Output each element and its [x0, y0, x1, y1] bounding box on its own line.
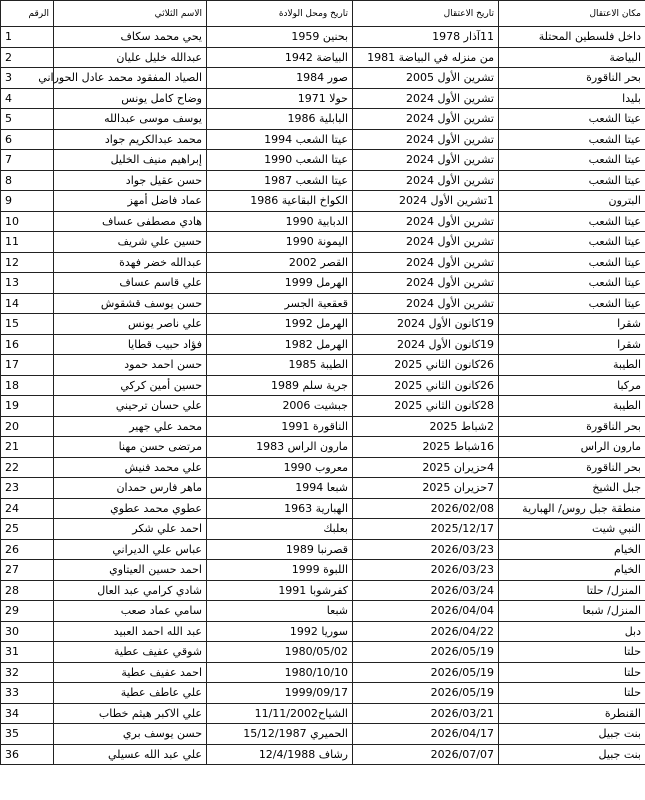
cell-birth-date-place: شبعا 1994 [207, 478, 353, 499]
cell-full-name: علي محمد فنيش [54, 457, 207, 478]
cell-arrest-place: عيتا الشعب [499, 129, 645, 150]
cell-number: 27 [1, 560, 54, 581]
cell-arrest-date: من منزله في البياضة 1981 [353, 47, 499, 68]
cell-number: 36 [1, 744, 54, 765]
cell-arrest-date: تشرين الأول 2024 [353, 252, 499, 273]
cell-birth-date-place: القصر 2002 [207, 252, 353, 273]
cell-arrest-date: تشرين الأول 2024 [353, 109, 499, 130]
cell-arrest-place: بحر الناقورة [499, 457, 645, 478]
cell-birth-date-place: جرية سلم 1989 [207, 375, 353, 396]
cell-arrest-place: الطيبة [499, 396, 645, 417]
cell-arrest-place: البترون [499, 191, 645, 212]
cell-birth-date-place: البياضة 1942 [207, 47, 353, 68]
cell-arrest-place: مركبا [499, 375, 645, 396]
table-row [1, 191, 645, 212]
table-row [1, 232, 645, 253]
cell-full-name: محمد عبدالكريم جواد [54, 129, 207, 150]
cell-number: 13 [1, 273, 54, 294]
cell-number: 1 [1, 27, 54, 48]
cell-number: 12 [1, 252, 54, 273]
cell-number: 20 [1, 416, 54, 437]
cell-arrest-date: 2026/03/23 [353, 560, 499, 581]
cell-number: 35 [1, 724, 54, 745]
cell-arrest-date: تشرين الأول 2024 [353, 232, 499, 253]
cell-arrest-place: شقرا [499, 314, 645, 335]
cell-full-name: علي عبد الله عسيلي [54, 744, 207, 765]
cell-full-name: عباس علي الديراني [54, 539, 207, 560]
cell-full-name: حسن يوسف قشقوش [54, 293, 207, 314]
table-row [1, 437, 645, 458]
cell-arrest-place: بحر الناقورة [499, 68, 645, 89]
cell-number: 5 [1, 109, 54, 130]
table-row [1, 498, 645, 519]
cell-birth-date-place: اللبوة 1999 [207, 560, 353, 581]
cell-arrest-place: المنزل/ حلتا [499, 580, 645, 601]
table-row [1, 47, 645, 68]
table-row [1, 416, 645, 437]
cell-arrest-date: 2026/05/19 [353, 642, 499, 663]
table-row [1, 396, 645, 417]
cell-full-name: يوسف موسى عبدالله [54, 109, 207, 130]
cell-number: 28 [1, 580, 54, 601]
cell-number: 10 [1, 211, 54, 232]
table-row [1, 703, 645, 724]
cell-full-name: شادي كرامي عبد العال [54, 580, 207, 601]
cell-number: 11 [1, 232, 54, 253]
cell-full-name: الصياد المفقود محمد عادل الحوراني [54, 68, 207, 89]
cell-arrest-place: عيتا الشعب [499, 293, 645, 314]
cell-birth-date-place: الشياح11/11/2002 [207, 703, 353, 724]
cell-full-name: عبدالله خضر فهدة [54, 252, 207, 273]
cell-number: 7 [1, 150, 54, 171]
table-row [1, 170, 645, 191]
cell-full-name: احمد علي شكر [54, 519, 207, 540]
cell-arrest-place: عيتا الشعب [499, 252, 645, 273]
cell-arrest-date: 26كانون الثاني 2025 [353, 375, 499, 396]
table-row [1, 621, 645, 642]
cell-full-name: عماد فاضل أمهز [54, 191, 207, 212]
cell-arrest-place: بليدا [499, 88, 645, 109]
cell-birth-date-place: 1980/05/02 [207, 642, 353, 663]
cell-birth-date-place: 1980/10/10 [207, 662, 353, 683]
cell-arrest-date: تشرين الأول 2024 [353, 170, 499, 191]
cell-arrest-place: بنت جبيل [499, 744, 645, 765]
cell-arrest-date: 2025/12/17 [353, 519, 499, 540]
cell-birth-date-place: حولا 1971 [207, 88, 353, 109]
cell-arrest-place: المنزل/ شبعا [499, 601, 645, 622]
cell-birth-date-place: الهرمل 1982 [207, 334, 353, 355]
cell-arrest-date: 2026/04/04 [353, 601, 499, 622]
table-row [1, 744, 645, 765]
cell-number: 22 [1, 457, 54, 478]
cell-full-name: مرتضى حسن مهنا [54, 437, 207, 458]
cell-full-name: حسين علي شريف [54, 232, 207, 253]
table-row [1, 293, 645, 314]
cell-arrest-date: تشرين الأول 2024 [353, 293, 499, 314]
cell-arrest-place: بنت جبيل [499, 724, 645, 745]
cell-arrest-place: داخل فلسطين المحتلة [499, 27, 645, 48]
cell-arrest-date: 2026/04/22 [353, 621, 499, 642]
cell-number: 24 [1, 498, 54, 519]
cell-number: 18 [1, 375, 54, 396]
table-row [1, 211, 645, 232]
cell-arrest-place: عيتا الشعب [499, 273, 645, 294]
table-row [1, 478, 645, 499]
header-birth-date-place: تاريخ ومحل الولادة [207, 1, 353, 27]
cell-number: 9 [1, 191, 54, 212]
cell-full-name: علي حسان ترحيني [54, 396, 207, 417]
table-body [1, 27, 645, 765]
cell-number: 34 [1, 703, 54, 724]
cell-birth-date-place: عيتا الشعب 1994 [207, 129, 353, 150]
cell-arrest-date: 19كانون الأول 2024 [353, 314, 499, 335]
table-row [1, 457, 645, 478]
cell-arrest-date: 1تشرين الأول 2024 [353, 191, 499, 212]
cell-arrest-date: 2026/02/08 [353, 498, 499, 519]
cell-arrest-place: عيتا الشعب [499, 211, 645, 232]
cell-full-name: علي عاطف عطية [54, 683, 207, 704]
cell-number: 3 [1, 68, 54, 89]
cell-arrest-place: النبي شيت [499, 519, 645, 540]
table-row [1, 642, 645, 663]
cell-number: 2 [1, 47, 54, 68]
table-row [1, 683, 645, 704]
table-row [1, 580, 645, 601]
cell-arrest-date: 2026/03/24 [353, 580, 499, 601]
cell-birth-date-place: الدبابية 1990 [207, 211, 353, 232]
table-row [1, 314, 645, 335]
table-row [1, 273, 645, 294]
cell-arrest-date: 19كانون الأول 2024 [353, 334, 499, 355]
cell-number: 19 [1, 396, 54, 417]
table-row [1, 129, 645, 150]
cell-birth-date-place: الهرمل 1992 [207, 314, 353, 335]
cell-number: 26 [1, 539, 54, 560]
cell-birth-date-place: بعلبك [207, 519, 353, 540]
cell-arrest-date: 2026/03/23 [353, 539, 499, 560]
cell-full-name: حسن عقيل جواد [54, 170, 207, 191]
table-row [1, 375, 645, 396]
cell-arrest-place: الخيام [499, 560, 645, 581]
cell-birth-date-place: سوريا 1992 [207, 621, 353, 642]
cell-arrest-place: الطيبة [499, 355, 645, 376]
cell-arrest-place: حلتا [499, 683, 645, 704]
cell-arrest-date: 2026/07/07 [353, 744, 499, 765]
cell-arrest-date: تشرين الأول 2005 [353, 68, 499, 89]
cell-full-name: علي الاكبر هيثم خطاب [54, 703, 207, 724]
cell-full-name: احمد عفيف عطية [54, 662, 207, 683]
cell-number: 4 [1, 88, 54, 109]
table-header [1, 1, 645, 27]
cell-arrest-place: عيتا الشعب [499, 109, 645, 130]
table-row [1, 539, 645, 560]
cell-full-name: محمد علي جهير [54, 416, 207, 437]
table-row [1, 150, 645, 171]
table-row [1, 662, 645, 683]
cell-arrest-date: 2026/03/21 [353, 703, 499, 724]
cell-arrest-place: مارون الراس [499, 437, 645, 458]
cell-birth-date-place: كفرشوبا 1991 [207, 580, 353, 601]
cell-arrest-place: دبل [499, 621, 645, 642]
cell-number: 32 [1, 662, 54, 683]
table-row [1, 88, 645, 109]
cell-full-name: يحي محمد سكاف [54, 27, 207, 48]
cell-arrest-place: البياضة [499, 47, 645, 68]
cell-birth-date-place: شبعا [207, 601, 353, 622]
cell-full-name: عبدالله خليل عليان [54, 47, 207, 68]
cell-full-name: سامي عماد صعب [54, 601, 207, 622]
cell-number: 15 [1, 314, 54, 335]
cell-full-name: حسن احمد حمود [54, 355, 207, 376]
cell-arrest-date: 16شباط 2025 [353, 437, 499, 458]
header-full-name: الاسم الثلاثي [54, 1, 207, 27]
cell-birth-date-place: بحنين 1959 [207, 27, 353, 48]
cell-arrest-date: تشرين الأول 2024 [353, 273, 499, 294]
cell-arrest-date: 11آذار 1978 [353, 27, 499, 48]
cell-birth-date-place: قعقعية الجسر [207, 293, 353, 314]
cell-arrest-place: القنطرة [499, 703, 645, 724]
cell-arrest-date: 4حزيران 2025 [353, 457, 499, 478]
cell-birth-date-place: عيتا الشعب 1987 [207, 170, 353, 191]
cell-birth-date-place: مارون الراس 1983 [207, 437, 353, 458]
header-arrest-place: مكان الاعتقال [499, 1, 645, 27]
cell-arrest-date: تشرين الأول 2024 [353, 129, 499, 150]
cell-arrest-place: شقرا [499, 334, 645, 355]
cell-full-name: احمد حسين العيتاوي [54, 560, 207, 581]
cell-arrest-place: منطقة جبل روس/ الهبارية [499, 498, 645, 519]
cell-full-name: حسين أمين كركي [54, 375, 207, 396]
table-row [1, 68, 645, 89]
cell-arrest-place: عيتا الشعب [499, 232, 645, 253]
cell-number: 23 [1, 478, 54, 499]
cell-arrest-date: 2026/04/17 [353, 724, 499, 745]
table-row [1, 560, 645, 581]
cell-arrest-date: 7حزيران 2025 [353, 478, 499, 499]
cell-arrest-date: 2026/05/19 [353, 662, 499, 683]
cell-arrest-date: 26كانون الثاني 2025 [353, 355, 499, 376]
cell-arrest-date: تشرين الأول 2024 [353, 150, 499, 171]
cell-birth-date-place: عيتا الشعب 1990 [207, 150, 353, 171]
cell-number: 14 [1, 293, 54, 314]
cell-full-name: وضاح كامل يونس [54, 88, 207, 109]
cell-arrest-place: حلتا [499, 642, 645, 663]
cell-birth-date-place: معروب 1990 [207, 457, 353, 478]
cell-number: 30 [1, 621, 54, 642]
cell-birth-date-place: جبشيت 2006 [207, 396, 353, 417]
cell-arrest-place: حلتا [499, 662, 645, 683]
table-row [1, 519, 645, 540]
cell-full-name: علي قاسم عساف [54, 273, 207, 294]
cell-birth-date-place: اليمونة 1990 [207, 232, 353, 253]
table-row [1, 27, 645, 48]
table-row [1, 252, 645, 273]
cell-birth-date-place: الناقورة 1991 [207, 416, 353, 437]
cell-number: 17 [1, 355, 54, 376]
cell-number: 16 [1, 334, 54, 355]
cell-number: 29 [1, 601, 54, 622]
cell-birth-date-place: الهبارية 1963 [207, 498, 353, 519]
cell-arrest-date: تشرين الأول 2024 [353, 88, 499, 109]
cell-arrest-place: عيتا الشعب [499, 150, 645, 171]
cell-full-name: عطوي محمد عطوي [54, 498, 207, 519]
cell-birth-date-place: الطيبة 1985 [207, 355, 353, 376]
cell-full-name: حسن يوسف بري [54, 724, 207, 745]
table-row [1, 601, 645, 622]
cell-arrest-place: الخيام [499, 539, 645, 560]
cell-birth-date-place: الهرمل 1999 [207, 273, 353, 294]
cell-birth-date-place: الكواخ البقاعية 1986 [207, 191, 353, 212]
cell-arrest-date: تشرين الأول 2024 [353, 211, 499, 232]
cell-number: 6 [1, 129, 54, 150]
cell-number: 33 [1, 683, 54, 704]
cell-full-name: إبراهيم منيف الخليل [54, 150, 207, 171]
cell-birth-date-place: صور 1984 [207, 68, 353, 89]
cell-arrest-date: 28كانون الثاني 2025 [353, 396, 499, 417]
cell-birth-date-place: البابلية 1986 [207, 109, 353, 130]
cell-number: 31 [1, 642, 54, 663]
cell-full-name: هادي مصطفى عساف [54, 211, 207, 232]
cell-birth-date-place: قصرنبا 1989 [207, 539, 353, 560]
cell-birth-date-place: 1999/09/17 [207, 683, 353, 704]
table-row [1, 109, 645, 130]
cell-number: 8 [1, 170, 54, 191]
cell-arrest-place: جبل الشيخ [499, 478, 645, 499]
table-row [1, 355, 645, 376]
cell-arrest-place: بحر الناقورة [499, 416, 645, 437]
cell-full-name: شوقي عفيف عطية [54, 642, 207, 663]
cell-birth-date-place: رشاف 12/4/1988 [207, 744, 353, 765]
header-row [1, 1, 645, 27]
header-arrest-date: تاريخ الاعتقال [353, 1, 499, 27]
cell-number: 21 [1, 437, 54, 458]
cell-full-name: عبد الله احمد العبيد [54, 621, 207, 642]
cell-full-name: ماهر فارس حمدان [54, 478, 207, 499]
cell-full-name: علي ناصر يونس [54, 314, 207, 335]
cell-birth-date-place: الحميري 15/12/1987 [207, 724, 353, 745]
cell-arrest-date: 2026/05/19 [353, 683, 499, 704]
cell-arrest-date: 2شباط 2025 [353, 416, 499, 437]
cell-full-name: فؤاد حبيب قطايا [54, 334, 207, 355]
table-row [1, 334, 645, 355]
cell-arrest-place: عيتا الشعب [499, 170, 645, 191]
table-row [1, 724, 645, 745]
header-number: الرقم [1, 1, 54, 27]
cell-number: 25 [1, 519, 54, 540]
